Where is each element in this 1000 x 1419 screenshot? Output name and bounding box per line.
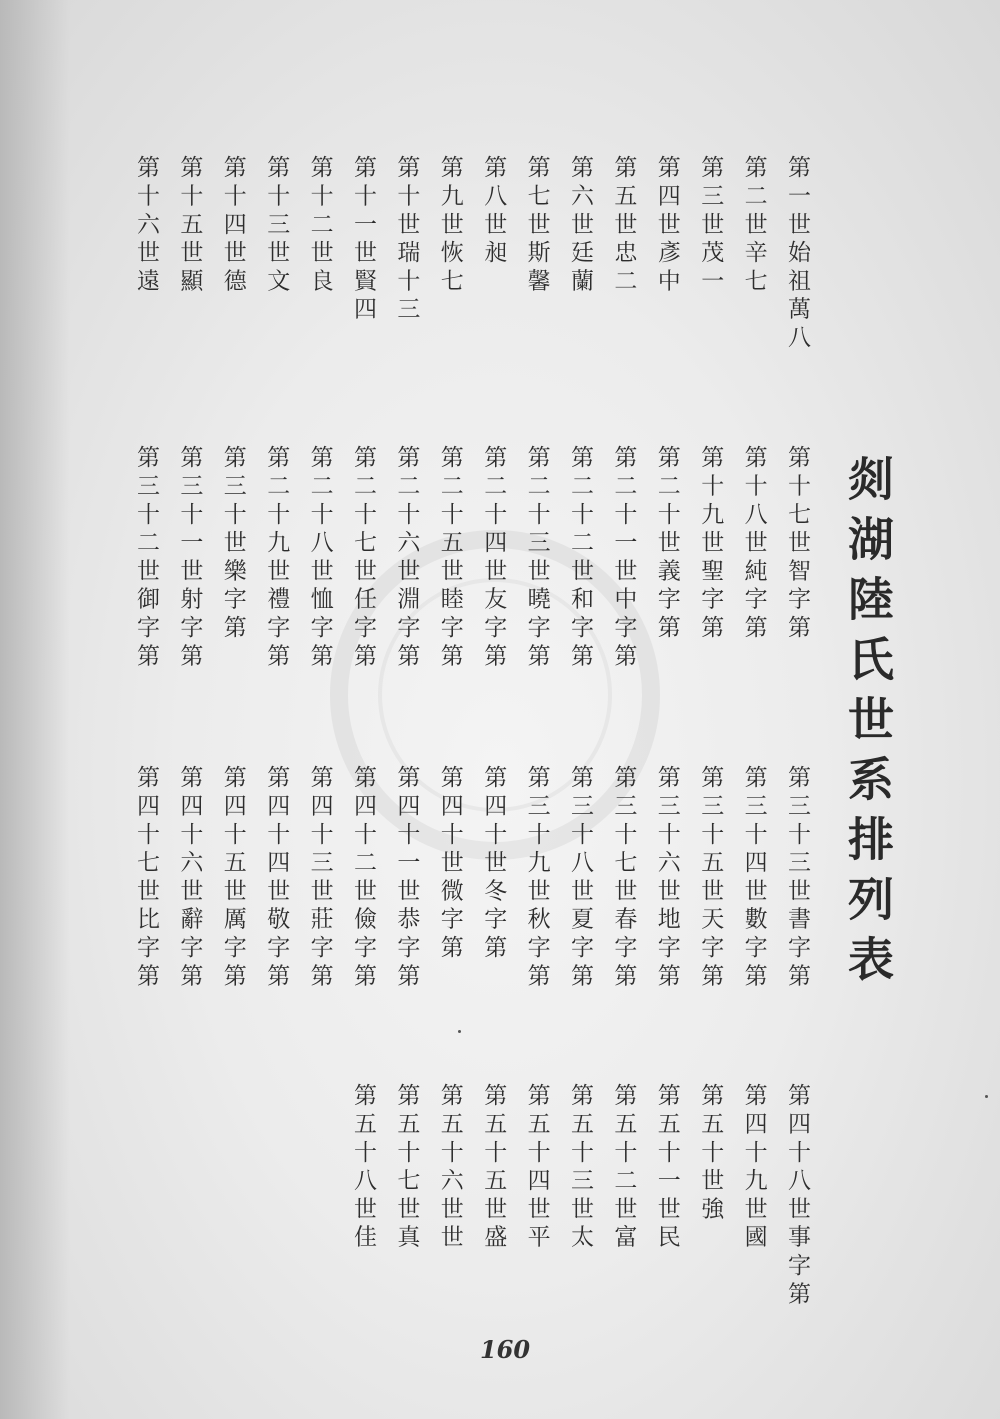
generation-entry: 第四十八世事字第 <box>784 1083 810 1310</box>
generation-entry: 第十四世德 <box>219 155 246 297</box>
generation-entry: 第五十三世太 <box>567 1083 593 1253</box>
page-shadow <box>0 0 70 1419</box>
generation-entry: 第二世辛七 <box>740 155 767 297</box>
generation-entry: 第三十一世射字第 <box>176 445 203 672</box>
generation-entry: 第二十七世任字第 <box>350 445 376 672</box>
generation-entry: 第十三世文 <box>263 155 290 297</box>
generation-entry: 第十二世良 <box>306 155 333 297</box>
generation-entry: 第三十四世數字第 <box>740 765 767 992</box>
generation-entry: 第五十世強 <box>697 1083 724 1225</box>
generation-entry: 第九世恢七 <box>436 155 463 297</box>
generation-entry: 第四十世微字第 <box>436 765 463 964</box>
generation-entry: 第三十九世秋字第 <box>523 765 550 992</box>
generation-entry: 第一世始祖萬八 <box>784 155 810 354</box>
generation-entry: 第十六世遠 <box>133 155 159 297</box>
generation-entry: 第二十四世友字第 <box>480 445 507 672</box>
generation-entry: 第五十一世民 <box>653 1083 680 1253</box>
generation-entry: 第十世瑞十三 <box>393 155 420 325</box>
generation-entry: 第六世廷蘭 <box>567 155 593 297</box>
generation-entry: 第五十六世世 <box>436 1083 463 1253</box>
generation-entry: 第四十一世恭字第 <box>393 765 420 992</box>
generation-entry: 第四十七世比字第 <box>133 765 159 992</box>
generation-entry: 第十一世賢四 <box>350 155 376 325</box>
generation-entry: 第二十世義字第 <box>653 445 680 644</box>
generation-entry: 第十八世純字第 <box>740 445 767 644</box>
generation-entry: 第五世忠二 <box>610 155 637 297</box>
generation-entry: 第三十世樂字第 <box>219 445 246 644</box>
generation-entry: 第十五世顯 <box>176 155 203 297</box>
generation-entry: 第十七世智字第 <box>784 445 810 644</box>
generation-entry: 第三十二世御字第 <box>133 445 159 672</box>
generation-entry: 第二十二世和字第 <box>567 445 593 672</box>
generation-entry: 第三十八世夏字第 <box>567 765 593 992</box>
generation-entry: 第四十四世敬字第 <box>263 765 290 992</box>
generation-entry: 第三十六世地字第 <box>653 765 680 992</box>
scan-mark <box>985 1095 988 1098</box>
generation-entry: 第四世彥中 <box>653 155 680 297</box>
generation-entry: 第二十八世恤字第 <box>306 445 333 672</box>
generation-entry: 第二十一世中字第 <box>610 445 637 672</box>
generation-entry: 第四十五世厲字第 <box>219 765 246 992</box>
generation-entry: 第四十三世莊字第 <box>306 765 333 992</box>
generation-entry: 第四十世冬字第 <box>480 765 507 964</box>
generation-entry: 第四十二世儉字第 <box>350 765 376 992</box>
generation-entry: 第十九世聖字第 <box>697 445 724 644</box>
scan-mark <box>458 1030 461 1033</box>
generation-entry: 第三十五世天字第 <box>697 765 724 992</box>
generation-entry: 第四十九世國 <box>740 1083 767 1253</box>
generation-entry: 第三世茂一 <box>697 155 724 297</box>
generation-entry: 第五十四世平 <box>523 1083 550 1253</box>
generation-entry: 第四十六世辭字第 <box>176 765 203 992</box>
generation-entry: 第五十二世富 <box>610 1083 637 1253</box>
generation-entry: 第五十八世佳 <box>350 1083 376 1253</box>
document-title: 剡湖陸氏世系排列表 <box>841 455 895 995</box>
generation-entry: 第二十九世禮字第 <box>263 445 290 672</box>
generation-entry: 第三十三世書字第 <box>784 765 810 992</box>
generation-entry: 第二十六世淵字第 <box>393 445 420 672</box>
page-number: 160 <box>479 1335 531 1364</box>
generation-entry: 第五十七世真 <box>393 1083 420 1253</box>
generation-entry: 第三十七世春字第 <box>610 765 637 992</box>
generation-entry: 第二十三世曉字第 <box>523 445 550 672</box>
generation-entry: 第五十五世盛 <box>480 1083 507 1253</box>
generation-entry: 第七世斯馨 <box>523 155 550 297</box>
generation-entry: 第八世昶 <box>480 155 507 269</box>
generation-entry: 第二十五世睦字第 <box>436 445 463 672</box>
